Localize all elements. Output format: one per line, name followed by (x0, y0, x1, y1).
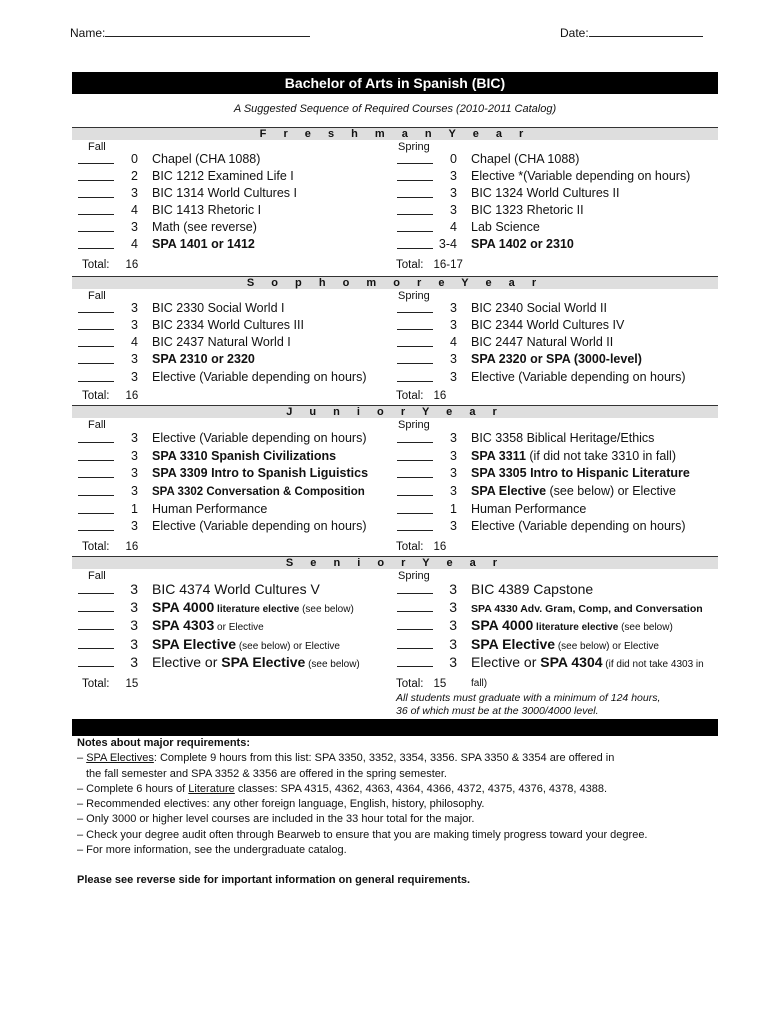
credit-hours: 3 (449, 581, 457, 597)
name-field[interactable] (70, 24, 310, 40)
course-title (152, 334, 291, 351)
course-row (397, 599, 717, 616)
course-name: Elective (Variable depending on hours) (471, 519, 686, 533)
course-title (152, 168, 294, 185)
course-row (78, 185, 398, 202)
credit-hours: 3 (450, 519, 457, 533)
note-upper-level: – Only 3000 or higher level courses are included in the 33 hour total for the major. (77, 813, 475, 826)
course-code: SPA 3311 (471, 449, 526, 463)
note-degree-audit: – Check your degree audit often through Bearweb to ensure that you are making timely progress toward your degree. (77, 828, 648, 841)
course-title (471, 518, 685, 535)
course-qualifier: literature elective (533, 622, 619, 633)
course-prefix: Elective or (471, 654, 541, 670)
course-row (78, 581, 398, 598)
course-code: SPA Elective (471, 636, 556, 652)
completion-blank[interactable] (78, 248, 114, 249)
credit-hours: 2 (131, 169, 138, 183)
completion-blank[interactable] (78, 593, 114, 594)
credit-hours: 3 (450, 431, 457, 445)
term-total (82, 390, 138, 402)
course-name: SPA 1401 or 1412 (152, 237, 255, 251)
term-label-fall: Fall (88, 570, 106, 582)
completion-blank[interactable] (397, 248, 433, 249)
note-spa-electives (77, 751, 648, 766)
course-row (78, 599, 398, 616)
course-row (78, 334, 398, 351)
min-note-line: All students must graduate with a minimum of 124 hours, (396, 692, 661, 704)
completion-blank[interactable] (78, 214, 114, 215)
course-row (397, 581, 717, 598)
completion-blank[interactable] (397, 513, 433, 514)
course-title (471, 430, 654, 447)
course-title (152, 430, 366, 447)
completion-blank[interactable] (78, 666, 114, 667)
credit-hours: 4 (131, 237, 138, 251)
completion-blank[interactable] (78, 231, 114, 232)
completion-blank[interactable] (78, 513, 114, 514)
course-row (78, 351, 398, 368)
spa-electives-label: SPA Electives (86, 752, 154, 765)
date-line[interactable] (589, 24, 703, 37)
course-name: BIC 1323 Rhetoric II (471, 203, 584, 217)
term-total (82, 259, 138, 271)
completion-blank[interactable] (397, 231, 433, 232)
completion-blank[interactable] (397, 363, 433, 364)
completion-blank[interactable] (78, 163, 114, 164)
course-name: SPA 3305 Intro to Hispanic Literature (471, 466, 690, 480)
date-field[interactable] (560, 24, 703, 40)
note-literature (77, 782, 648, 797)
term-label-fall: Fall (88, 290, 106, 302)
term-total (396, 259, 463, 271)
credit-hours: 3 (131, 431, 138, 445)
credit-hours: 0 (131, 152, 138, 166)
notes-heading: Notes about major requirements: (77, 737, 250, 749)
course-name: SPA 1402 or 2310 (471, 237, 574, 251)
credit-hours: 1 (131, 502, 138, 516)
course-name: SPA 3310 Spanish Civilizations (152, 449, 337, 463)
course-row (397, 501, 717, 518)
credit-hours: 3-4 (438, 237, 457, 251)
total-label: Total: (396, 390, 424, 402)
total-label: Total: (82, 678, 110, 690)
completion-blank[interactable] (397, 495, 433, 496)
course-title (152, 185, 297, 202)
credit-hours: 3 (131, 484, 138, 498)
course-title (471, 581, 593, 598)
completion-blank[interactable] (397, 611, 433, 612)
course-qualifier: literature elective (214, 604, 300, 615)
term-label-spring: Spring (398, 141, 430, 153)
course-title (471, 599, 703, 618)
course-name: BIC 4374 World Cultures V (152, 581, 320, 597)
credit-hours: 1 (450, 502, 457, 516)
course-title (471, 617, 673, 636)
course-code: SPA 4000 (471, 617, 534, 633)
course-row (397, 430, 717, 447)
credit-hours: 4 (450, 220, 457, 234)
completion-blank[interactable] (78, 329, 114, 330)
course-row (78, 430, 398, 447)
credit-hours: 3 (131, 220, 138, 234)
credit-hours: 3 (130, 654, 138, 670)
total-value: 16 (125, 541, 139, 553)
course-title (152, 219, 257, 236)
course-prefix: Elective or (152, 654, 222, 670)
completion-blank[interactable] (397, 460, 433, 461)
course-name: BIC 2437 Natural World I (152, 335, 291, 349)
course-row (397, 334, 717, 351)
course-name: SPA 2320 or SPA (3000-level) (471, 352, 642, 366)
credit-hours: 4 (131, 203, 138, 217)
credit-hours: 3 (131, 186, 138, 200)
year-header: F r e s h m a n Y e a r (72, 127, 718, 140)
course-title (471, 654, 717, 692)
term-total (396, 390, 446, 402)
note-spa-electives-cont: the fall semester and SPA 3352 & 3356 are offered in the spring semester. (86, 767, 447, 780)
course-title (152, 501, 267, 518)
year-header: S o p h o m o r e Y e a r (72, 276, 718, 289)
min-note-line: 36 of which must be at the 3000/4000 level. (396, 705, 599, 717)
total-value: 16 (433, 541, 447, 553)
credit-hours: 3 (131, 318, 138, 332)
course-row (78, 202, 398, 219)
course-note: or Elective (214, 622, 264, 633)
course-row (397, 448, 717, 465)
credit-hours: 3 (130, 581, 138, 597)
course-title (471, 151, 579, 168)
course-title (152, 483, 365, 501)
total-label: Total: (82, 390, 110, 402)
course-row (78, 501, 398, 518)
note-text: classes: SPA 4315, 4362, 4363, 4364, 4366, 4372, 4375, 4376, 4378, 4388. (234, 782, 608, 795)
course-name: BIC 1413 Rhetoric I (152, 203, 262, 217)
completion-blank[interactable] (78, 611, 114, 612)
course-name: SPA 3302 Conversation & Composition (152, 486, 365, 498)
course-row (78, 518, 398, 535)
term-label-fall: Fall (88, 419, 106, 431)
credit-hours: 3 (450, 352, 457, 366)
completion-blank[interactable] (78, 460, 114, 461)
course-name: Elective (Variable depending on hours) (471, 370, 686, 384)
credit-hours: 3 (449, 636, 457, 652)
credit-hours: 3 (449, 617, 457, 633)
term-total (82, 678, 138, 690)
course-title (471, 636, 659, 655)
completion-blank[interactable] (397, 163, 433, 164)
course-name: Human Performance (471, 502, 587, 516)
course-name: Math (see reverse) (152, 220, 257, 234)
completion-blank[interactable] (78, 495, 114, 496)
course-note: (see below) or Elective (546, 484, 676, 498)
credit-hours: 3 (450, 370, 457, 384)
course-title (471, 202, 584, 219)
course-title (471, 351, 642, 368)
course-row (397, 636, 717, 653)
note-text: – Complete 6 hours of (77, 782, 189, 795)
course-title (152, 369, 366, 386)
course-row (397, 185, 717, 202)
term-label-spring: Spring (398, 419, 430, 431)
page-subtitle: A Suggested Sequence of Required Courses (2010-2011 Catalog) (233, 103, 557, 115)
course-row (397, 151, 717, 168)
term-label-spring: Spring (398, 290, 430, 302)
total-value: 16 (433, 390, 447, 402)
credit-hours: 3 (450, 186, 457, 200)
course-name: Elective (Variable depending on hours) (152, 431, 367, 445)
course-row (78, 483, 398, 500)
credit-hours: 0 (450, 152, 457, 166)
total-value: 16-17 (433, 259, 463, 271)
total-label: Total: (82, 259, 110, 271)
course-row (78, 219, 398, 236)
course-title (152, 599, 354, 618)
course-title (471, 219, 540, 236)
total-value: 16 (125, 390, 139, 402)
credit-hours: 3 (450, 466, 457, 480)
course-name: BIC 1314 World Cultures I (152, 186, 297, 200)
course-name: Lab Science (471, 220, 540, 234)
completion-blank[interactable] (397, 442, 433, 443)
completion-blank[interactable] (397, 381, 433, 382)
course-title (152, 300, 284, 317)
credit-hours: 3 (130, 599, 138, 615)
course-title (471, 501, 586, 518)
completion-blank[interactable] (78, 442, 114, 443)
course-note: (see below) or Elective (236, 641, 340, 652)
completion-blank[interactable] (397, 329, 433, 330)
course-name: Human Performance (152, 502, 268, 516)
total-label: Total: (396, 259, 424, 271)
course-name: BIC 4389 Capstone (471, 581, 594, 597)
completion-blank[interactable] (78, 312, 114, 313)
course-title (152, 581, 320, 598)
credit-hours: 3 (449, 599, 457, 615)
credit-hours: 3 (449, 654, 457, 670)
total-value: 16 (125, 259, 139, 271)
credit-hours: 3 (130, 636, 138, 652)
course-name: Elective *(Variable depending on hours) (471, 169, 691, 183)
course-title (471, 448, 676, 465)
course-code: SPA 4304 (540, 654, 603, 670)
completion-blank[interactable] (397, 530, 433, 531)
course-title (152, 518, 366, 535)
course-row (78, 636, 398, 653)
completion-blank[interactable] (397, 648, 433, 649)
total-label: Total: (396, 541, 424, 553)
credit-hours: 3 (450, 169, 457, 183)
course-note: (see below) or Elective (555, 641, 659, 652)
course-code: SPA 4000 (152, 599, 215, 615)
course-row (78, 465, 398, 482)
course-note: (if did not take 4303 in fall) (471, 659, 704, 689)
course-name: SPA 4330 Adv. Gram, Comp, and Conversation (471, 603, 703, 615)
course-row (78, 369, 398, 386)
credit-hours: 4 (131, 335, 138, 349)
course-row (397, 219, 717, 236)
year-header: J u n i o r Y e a r (72, 405, 718, 418)
completion-blank[interactable] (78, 629, 114, 630)
course-title (471, 168, 690, 185)
credit-hours: 3 (131, 352, 138, 366)
course-title (152, 654, 360, 673)
course-name: Chapel (CHA 1088) (152, 152, 261, 166)
course-row (397, 617, 717, 634)
course-title (471, 317, 624, 334)
course-title (152, 236, 255, 253)
course-code: SPA 4303 (152, 617, 215, 633)
course-row (397, 518, 717, 535)
completion-blank[interactable] (78, 197, 114, 198)
course-name: BIC 3358 Biblical Heritage/Ethics (471, 431, 655, 445)
term-label-fall: Fall (88, 141, 106, 153)
course-name: BIC 2344 World Cultures IV (471, 318, 625, 332)
course-name: SPA 3309 Intro to Spanish Liguistics (152, 466, 369, 480)
total-label: Total: (82, 541, 110, 553)
completion-blank[interactable] (78, 648, 114, 649)
course-title (152, 202, 261, 219)
course-title (152, 151, 260, 168)
completion-blank[interactable] (397, 312, 433, 313)
term-total (396, 541, 446, 553)
completion-blank[interactable] (397, 197, 433, 198)
completion-blank[interactable] (78, 346, 114, 347)
completion-blank[interactable] (397, 346, 433, 347)
course-title (471, 300, 607, 317)
course-name: Elective (Variable depending on hours) (152, 519, 367, 533)
minimum-hours-note (396, 692, 660, 718)
course-title (471, 185, 619, 202)
course-row (78, 617, 398, 634)
course-title (152, 317, 304, 334)
course-note: (see below) (305, 659, 360, 670)
course-name: BIC 1324 World Cultures II (471, 186, 620, 200)
course-title (152, 465, 368, 482)
completion-blank[interactable] (397, 214, 433, 215)
year-header: S e n i o r Y e a r (72, 556, 718, 569)
course-name: SPA 2310 or 2320 (152, 352, 255, 366)
notes-divider-bar (72, 719, 718, 736)
note-catalog: – For more information, see the undergraduate catalog. (77, 844, 347, 857)
course-name: Elective (Variable depending on hours) (152, 370, 367, 384)
course-row (397, 236, 717, 253)
credit-hours: 3 (131, 466, 138, 480)
date-label: Date: (560, 26, 589, 40)
course-name: BIC 2447 Natural World II (471, 335, 614, 349)
credit-hours: 3 (450, 203, 457, 217)
course-title (152, 636, 340, 655)
course-row (397, 300, 717, 317)
course-row (78, 317, 398, 334)
reverse-side-note: Please see reverse side for important information on general requirements. (77, 874, 471, 887)
completion-blank[interactable] (78, 530, 114, 531)
course-row (397, 317, 717, 334)
completion-blank[interactable] (78, 180, 114, 181)
credit-hours: 3 (450, 301, 457, 315)
course-title (471, 465, 690, 482)
credit-hours: 3 (450, 318, 457, 332)
course-row (78, 654, 398, 671)
course-title (471, 334, 613, 351)
course-title (152, 617, 264, 636)
total-label: Total: (396, 678, 424, 690)
course-title (152, 448, 336, 465)
course-code: SPA Elective (152, 636, 237, 652)
course-row (78, 151, 398, 168)
total-value: 15 (125, 678, 139, 690)
page-title: Bachelor of Arts in Spanish (BIC) (72, 72, 718, 94)
notes-section (77, 736, 648, 889)
course-row (397, 202, 717, 219)
completion-blank[interactable] (397, 180, 433, 181)
completion-blank[interactable] (78, 381, 114, 382)
course-code: SPA Elective (471, 484, 547, 498)
course-name: BIC 1212 Examined Life I (152, 169, 294, 183)
course-row (78, 236, 398, 253)
completion-blank[interactable] (78, 477, 114, 478)
credit-hours: 3 (131, 449, 138, 463)
course-note: (see below) (618, 622, 673, 633)
course-title (471, 236, 574, 253)
course-row (78, 168, 398, 185)
course-row (397, 351, 717, 368)
credit-hours: 4 (450, 335, 457, 349)
course-name: BIC 2334 World Cultures III (152, 318, 304, 332)
course-row (78, 448, 398, 465)
credit-hours: 3 (131, 370, 138, 384)
name-line[interactable] (105, 24, 310, 37)
note-text: : Complete 9 hours from this list: SPA 3350, 3352, 3354, 3356. SPA 3350 & 3354 are offered in (153, 752, 615, 765)
term-label-spring: Spring (398, 570, 430, 582)
term-total (82, 541, 138, 553)
name-label: Name: (70, 26, 106, 40)
course-code: SPA Elective (221, 654, 306, 670)
course-note: (see below) (299, 604, 354, 615)
completion-blank[interactable] (397, 593, 433, 594)
credit-hours: 3 (450, 484, 457, 498)
course-row (397, 483, 717, 500)
course-title (152, 351, 255, 368)
course-title (471, 369, 685, 386)
note-dash: – (77, 752, 87, 765)
credit-hours: 3 (130, 617, 138, 633)
course-name: Chapel (CHA 1088) (471, 152, 580, 166)
completion-blank[interactable] (397, 629, 433, 630)
course-row (397, 465, 717, 482)
course-note: (if did not take 3310 in fall) (525, 449, 676, 463)
course-row (78, 300, 398, 317)
course-name: BIC 2340 Social World II (471, 301, 607, 315)
course-row (397, 369, 717, 386)
course-name: BIC 2330 Social World I (152, 301, 285, 315)
completion-blank[interactable] (397, 477, 433, 478)
term-total (396, 678, 446, 690)
completion-blank[interactable] (78, 363, 114, 364)
credit-hours: 3 (450, 449, 457, 463)
course-row (397, 168, 717, 185)
total-value: 15 (433, 678, 447, 690)
note-recommended-electives: – Recommended electives: any other foreign language, English, history, philosophy. (77, 798, 485, 811)
credit-hours: 3 (131, 301, 138, 315)
credit-hours: 3 (131, 519, 138, 533)
completion-blank[interactable] (397, 666, 433, 667)
literature-label: Literature (188, 782, 235, 795)
course-title (471, 483, 676, 500)
